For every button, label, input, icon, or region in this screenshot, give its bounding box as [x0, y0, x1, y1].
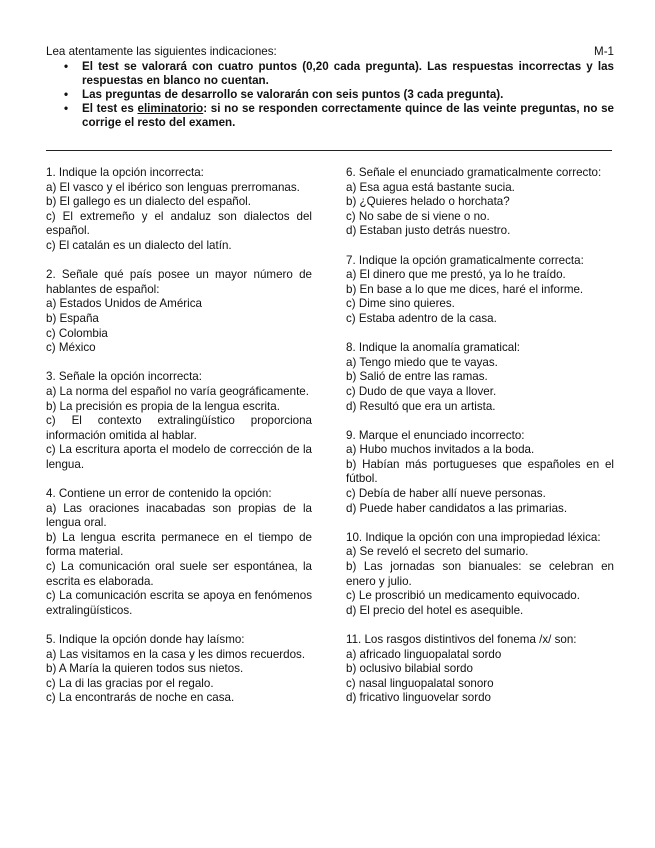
answer-option: c) La comunicación oral suele ser espontánea, la escrita es elaborada. — [46, 560, 312, 588]
question-prompt: 7. Indique la opción gramaticalmente correcta: — [346, 253, 584, 267]
question-block — [46, 268, 312, 356]
question-prompt: 3. Señale la opción incorrecta: — [46, 370, 202, 384]
answer-option: a) Las oraciones inacabadas son propias de la lengua oral. — [46, 501, 312, 530]
answer-option: b) España — [46, 311, 99, 325]
answer-option: b) Habían más portugueses que españoles en el fútbol. — [346, 457, 614, 486]
answer-option: b) En base a lo que me dices, haré el informe. — [346, 282, 584, 296]
header-row — [46, 44, 614, 59]
answer-option: a) Hubo muchos invitados a la boda. — [346, 443, 535, 457]
answer-option: b) ¿Quieres helado o horchata? — [346, 195, 510, 209]
answer-option: c) Estaba adentro de la casa. — [346, 311, 497, 325]
question-prompt: 2. Señale qué país posee un mayor número de hablantes de español: — [46, 268, 312, 296]
answer-option: c) nasal linguopalatal sonoro — [346, 676, 494, 690]
answer-option: c) Dudo de que vaya a llover. — [346, 384, 497, 398]
question-block — [346, 254, 614, 327]
answer-option: a) Esa agua está bastante sucia. — [346, 180, 515, 194]
answer-option: d) Estaban justo detrás nuestro. — [346, 224, 511, 238]
section-divider — [46, 150, 612, 151]
answer-option: c) El extremeño y el andaluz son dialectos del español. — [46, 209, 312, 238]
questions-left-column — [46, 166, 312, 721]
answer-option: b) A María la quieren todos sus nietos. — [46, 662, 244, 676]
rule-item — [82, 88, 614, 102]
answer-option: c) El catalán es un dialecto del latín. — [46, 238, 232, 252]
question-block — [46, 166, 312, 254]
questions-right-column — [346, 166, 614, 721]
question-block — [346, 633, 614, 706]
answer-option: d) Puede haber candidatos a las primarias. — [346, 501, 568, 515]
question-prompt: 4. Contiene un error de contenido la opción: — [46, 487, 272, 501]
rule-text: El test es — [82, 102, 138, 115]
answer-option: c) Dime sino quieres. — [346, 297, 455, 311]
answer-option: c) La encontrarás de noche en casa. — [46, 691, 235, 705]
question-block — [346, 166, 614, 239]
question-prompt: 8. Indique la anomalía gramatical: — [346, 341, 521, 355]
answer-option: c) Debía de haber allí nueve personas. — [346, 487, 546, 501]
exam-code: M-1 — [594, 45, 614, 58]
rule-emphasis: eliminatorio — [137, 102, 204, 115]
question-prompt: 9. Marque el enunciado incorrecto: — [346, 428, 525, 442]
question-block — [46, 633, 312, 706]
answer-option: c) El contexto extralingüístico proporciona información omitida al hablar. — [46, 414, 312, 442]
answer-option: a) Tengo miedo que te vayas. — [346, 355, 498, 369]
question-prompt: 1. Indique la opción incorrecta: — [46, 166, 204, 179]
question-block — [46, 370, 312, 472]
answer-option: d) fricativo linguovelar sordo — [346, 691, 491, 705]
instructions-header — [46, 44, 614, 130]
answer-option: a) Estados Unidos de América — [46, 297, 202, 311]
answer-option: c) La comunicación escrita se apoya en fenómenos extralingüísticos. — [46, 589, 312, 617]
answer-option: d) Resultó que era un artista. — [346, 399, 496, 413]
answer-option: d) El precio del hotel es asequible. — [346, 603, 524, 617]
rule-text: El test se valorará con cuatro puntos (0,20 cada pregunta). Las respuestas incorrectas y las respuestas en blanco no cuentan. — [82, 60, 614, 87]
answer-option: b) oclusivo bilabial sordo — [346, 662, 473, 676]
rule-item — [82, 60, 614, 88]
answer-option: b) La precisión es propia de la lengua escrita. — [46, 399, 280, 413]
answer-option: c) La escritura aporta el modelo de corrección de la lengua. — [46, 443, 312, 471]
answer-option: a) africado linguopalatal sordo — [346, 647, 502, 661]
answer-option: a) El dinero que me prestó, ya lo he traído. — [346, 268, 566, 282]
answer-option: c) No sabe de si viene o no. — [346, 209, 490, 223]
answer-option: c) Colombia — [46, 326, 108, 340]
answer-option: c) La di las gracias por el regalo. — [46, 676, 214, 690]
question-block — [346, 531, 614, 619]
question-prompt: 5. Indique la opción donde hay laísmo: — [46, 633, 245, 646]
answer-option: c) México — [46, 341, 96, 355]
answer-option: a) Las visitamos en la casa y les dimos recuerdos. — [46, 647, 306, 661]
answer-option: a) Se reveló el secreto del sumario. — [346, 545, 529, 559]
question-prompt: 10. Indique la opción con una impropiedad léxica: — [346, 530, 601, 544]
rule-item — [82, 102, 614, 130]
rule-text-tail: : si no se responden correctamente quince de las veinte preguntas, no se corrige el resto del examen. — [82, 102, 614, 129]
question-prompt: 11. Los rasgos distintivos del fonema /x/ son: — [346, 633, 577, 646]
answer-option: c) Le proscribió un medicamento equivocado. — [346, 589, 580, 603]
rule-text: Las preguntas de desarrollo se valorarán con seis puntos (3 cada pregunta). — [82, 88, 504, 101]
question-prompt: 6. Señale el enunciado gramaticalmente correcto: — [346, 166, 602, 179]
answer-option: a) La norma del español no varía geográficamente. — [46, 384, 309, 398]
answer-option: b) La lengua escrita permanece en el tiempo de forma material. — [46, 530, 312, 559]
answer-option: b) El gallego es un dialecto del español. — [46, 195, 251, 209]
rules-list — [46, 60, 614, 130]
question-block — [346, 429, 614, 517]
question-block — [346, 341, 614, 414]
answer-option: b) Salió de entre las ramas. — [346, 370, 488, 384]
answer-option: b) Las jornadas son bianuales: se celebran en enero y julio. — [346, 560, 614, 588]
instructions-intro: Lea atentamente las siguientes indicaciones: — [46, 45, 277, 58]
answer-option: a) El vasco y el ibérico son lenguas prerromanas. — [46, 180, 300, 194]
question-block — [46, 487, 312, 618]
